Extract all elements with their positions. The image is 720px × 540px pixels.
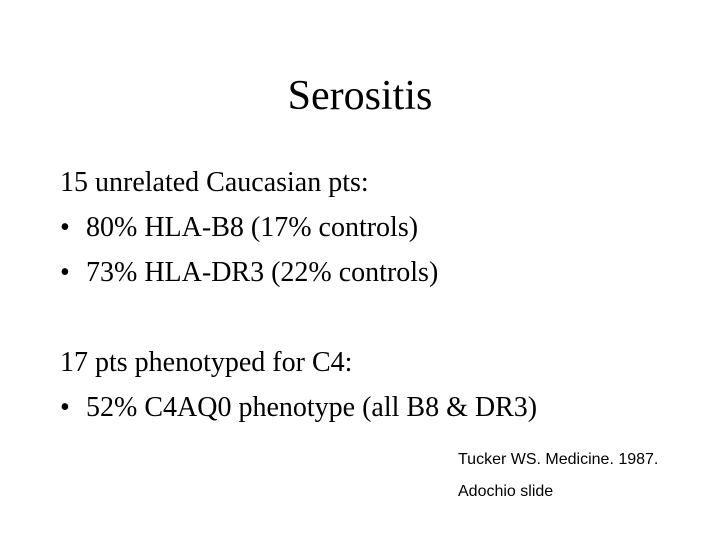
bullet-icon: • — [60, 257, 70, 288]
bullet-text: 52% C4AQ0 phenotype (all B8 & DR3) — [86, 392, 538, 423]
slide-credit: Adochio slide — [458, 483, 554, 500]
bullet-text: 80% HLA-B8 (17% controls) — [86, 212, 419, 243]
section2-heading: 17 pts phenotyped for C4: — [60, 347, 353, 378]
bullet-icon: • — [60, 212, 70, 243]
bullet-icon: • — [60, 392, 70, 423]
list-item — [60, 256, 438, 290]
list-item — [60, 211, 418, 245]
list-item — [60, 391, 537, 425]
bullet-text: 73% HLA-DR3 (22% controls) — [86, 257, 439, 288]
slide-title: Serositis — [287, 73, 433, 119]
citation: Tucker WS. Medicine. 1987. — [458, 451, 659, 468]
section1-heading: 15 unrelated Caucasian pts: — [60, 167, 369, 198]
